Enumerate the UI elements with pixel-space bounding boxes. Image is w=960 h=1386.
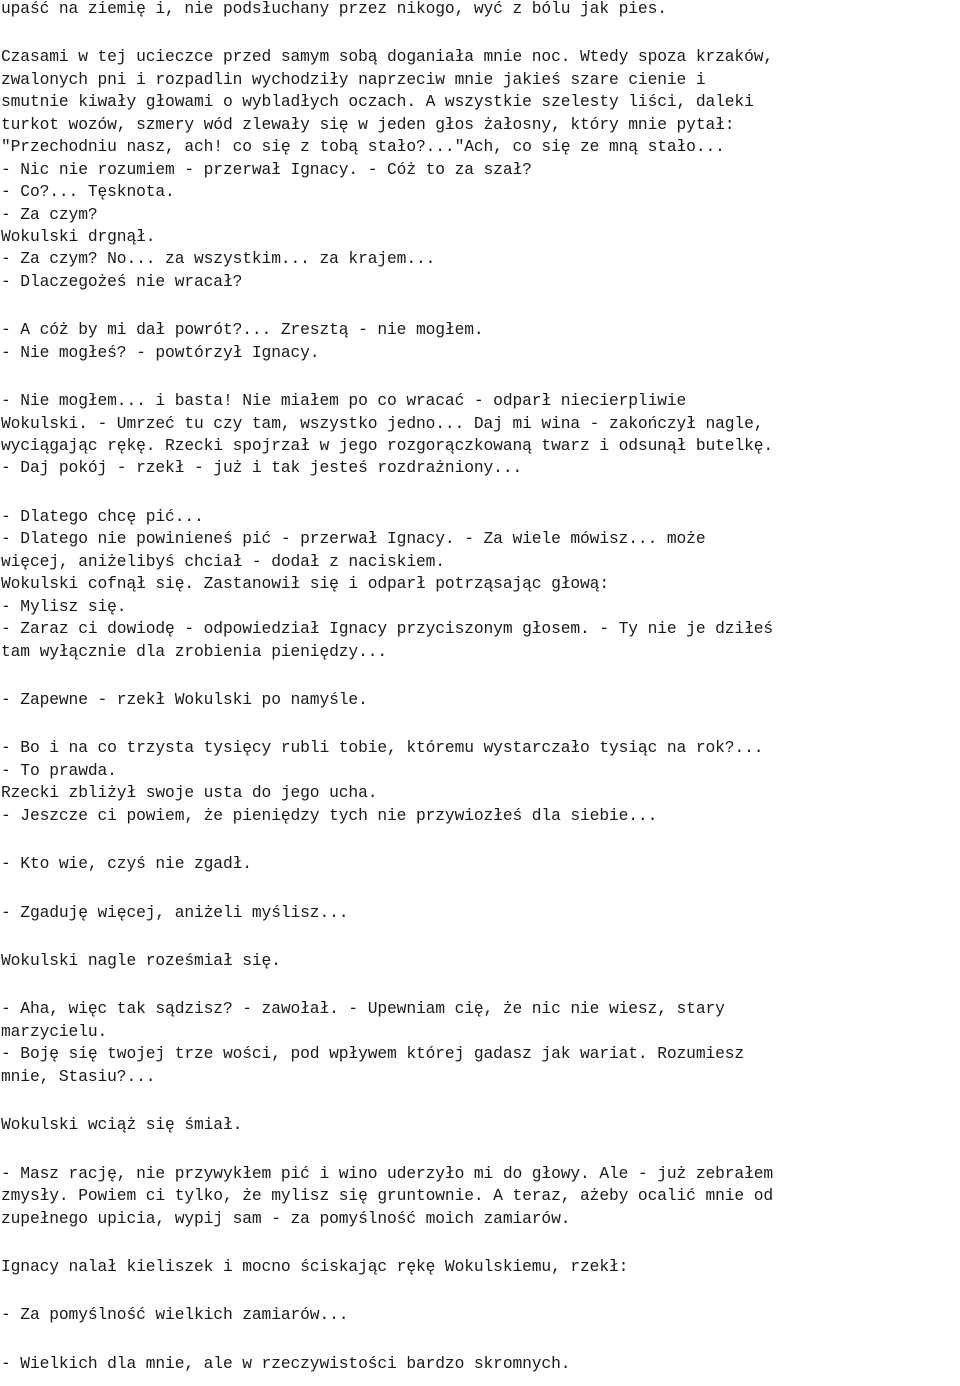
blank-line bbox=[1, 972, 960, 998]
blank-line bbox=[1, 1137, 960, 1163]
blank-line bbox=[1, 20, 960, 46]
text-line: - Aha, więc tak sądzisz? - zawołał. - Upewniam cię, że nic nie wiesz, stary bbox=[1, 999, 725, 1019]
text-line: - Nie mogłem... i basta! Nie miałem po co wracać - odparł niecierpliwie bbox=[1, 391, 687, 411]
text-line: - Zaraz ci dowiodę - odpowiedział Ignacy przyciszonym głosem. - Ty nie je dziłeś bbox=[1, 619, 774, 639]
text-line: - Za czym? No... za wszystkim... za krajem... bbox=[1, 249, 436, 269]
text-line: "Przechodniu nasz, ach! co się z tobą stało?..."Ach, co się ze mną stało... bbox=[1, 137, 725, 157]
blank-line bbox=[1, 1327, 960, 1353]
text-line: - Nic nie rozumiem - przerwał Ignacy. - Cóż to za szał? bbox=[1, 159, 532, 179]
text-line: Wokulski cofnął się. Zastanowił się i odparł potrząsając głową: bbox=[1, 574, 609, 594]
text-line: zupełnego upicia, wypij sam - za pomyślność moich zamiarów. bbox=[1, 1208, 571, 1228]
text-line: - Dlatego nie powinieneś pić - przerwał Ignacy. - Za wiele mówisz... może bbox=[1, 529, 706, 549]
text-line: - Wielkich dla mnie, ale w rzeczywistości bardzo skromnych. bbox=[1, 1353, 571, 1373]
text-line: - Boję się twojej trze wości, pod wpływem której gadasz jak wariat. Rozumiesz bbox=[1, 1044, 745, 1064]
blank-line bbox=[1, 711, 960, 737]
blank-line bbox=[1, 480, 960, 506]
text-line: Wokulski drgnął. bbox=[1, 226, 156, 246]
text-line: Czasami w tej ucieczce przed samym sobą doganiała mnie noc. Wtedy spoza krzaków, bbox=[1, 47, 774, 67]
text-line: - Za czym? bbox=[1, 204, 98, 224]
text-line: marzycielu. bbox=[1, 1021, 108, 1041]
blank-line bbox=[1, 364, 960, 390]
text-line: upaść na ziemię i, nie podsłuchany przez nikogo, wyć z bólu jak pies. bbox=[1, 0, 667, 18]
text-line: - Nie mogłeś? - powtórzył Ignacy. bbox=[1, 342, 320, 362]
text-line: - Mylisz się. bbox=[1, 596, 127, 616]
blank-line bbox=[1, 1278, 960, 1304]
document-page bbox=[1, 0, 960, 1375]
text-line: - Kto wie, czyś nie zgadł. bbox=[1, 854, 252, 874]
text-line: wyciągając rękę. Rzecki spojrzał w jego rozgorączkowaną twarz i odsunął butelkę. bbox=[1, 436, 774, 455]
text-line: Wokulski nagle roześmiał się. bbox=[1, 951, 281, 970]
text-line: - Zapewne - rzekł Wokulski po namyśle. bbox=[1, 689, 368, 709]
text-line: Rzecki zbliżył swoje usta do jego ucha. bbox=[1, 783, 378, 803]
blank-line bbox=[1, 1088, 960, 1114]
text-line: - Zgaduję więcej, aniżeli myślisz... bbox=[1, 902, 349, 922]
blank-line bbox=[1, 1230, 960, 1256]
text-line: - Jeszcze ci powiem, że pieniędzy tych nie przywiozłeś dla siebie... bbox=[1, 805, 658, 825]
blank-line bbox=[1, 924, 960, 950]
text-line: turkot wozów, szmery wód zlewały się w jeden głos żałosny, który mnie pytał: bbox=[1, 114, 735, 134]
text-line: - Za pomyślność wielkich zamiarów... bbox=[1, 1305, 349, 1325]
text-line: więcej, aniżelibyś chciał - dodał z naciskiem. bbox=[1, 551, 445, 571]
text-line: Wokulski. - Umrzeć tu czy tam, wszystko jedno... Daj mi wina - zakończył nagle, bbox=[1, 413, 764, 433]
blank-line bbox=[1, 876, 960, 902]
text-line: zmysły. Powiem ci tylko, że mylisz się gruntownie. A teraz, ażeby ocalić mnie od bbox=[1, 1186, 774, 1206]
text-line: mnie, Stasiu?... bbox=[1, 1066, 156, 1086]
text-line: - Masz rację, nie przywykłem pić i wino uderzyło mi do głowy. Ale - już zebrałem bbox=[1, 1163, 774, 1183]
document-text-body bbox=[1, 0, 960, 1375]
text-line: - To prawda. bbox=[1, 760, 117, 780]
blank-line bbox=[1, 827, 960, 853]
text-line: Ignacy nalał kieliszek i mocno ściskając rękę Wokulskiemu, rzekł: bbox=[1, 1256, 629, 1276]
text-line: - A cóż by mi dał powrót?... Zresztą - nie mogłem. bbox=[1, 320, 484, 340]
text-line: - Co?... Tęsknota. bbox=[1, 182, 175, 202]
text-line: zwalonych pni i rozpadlin wychodziły naprzeciw mnie jakieś szare cienie i bbox=[1, 69, 706, 89]
blank-line bbox=[1, 663, 960, 689]
text-line: Wokulski wciąż się śmiał. bbox=[1, 1115, 243, 1135]
text-line: smutnie kiwały głowami o wybladłych oczach. A wszystkie szelesty liści, daleki bbox=[1, 92, 754, 112]
text-line: tam wyłącznie dla zrobienia pieniędzy... bbox=[1, 641, 388, 661]
blank-line bbox=[1, 293, 960, 319]
text-line: - Daj pokój - rzekł - już i tak jesteś rozdrażniony... bbox=[1, 458, 523, 478]
text-line: - Dlaczegożeś nie wracał? bbox=[1, 271, 243, 291]
text-line: - Bo i na co trzysta tysięcy rubli tobie, któremu wystarczało tysiąc na rok?... bbox=[1, 738, 764, 758]
text-line: - Dlatego chcę pić... bbox=[1, 506, 204, 526]
